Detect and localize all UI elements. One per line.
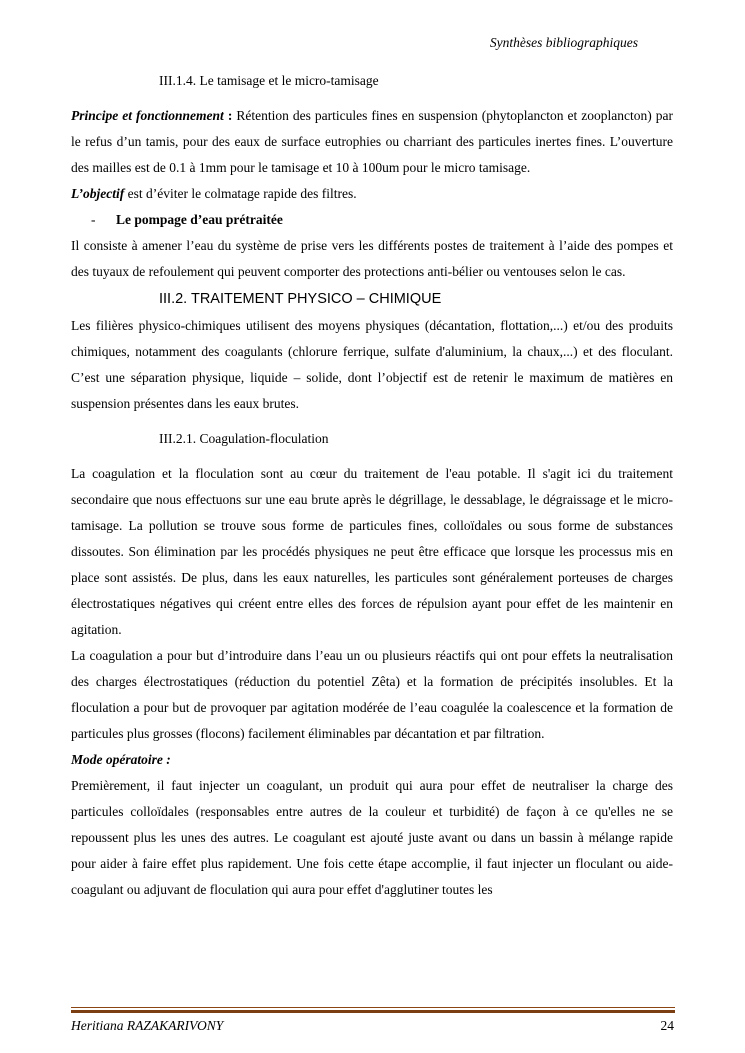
- section-heading-tamisage: III.1.4. Le tamisage et le micro-tamisage: [159, 73, 379, 88]
- footer-rule-thick: [71, 1010, 675, 1013]
- section-heading-coagulation: III.2.1. Coagulation-floculation: [159, 431, 329, 446]
- footer-rule-thin: [71, 1007, 675, 1008]
- paragraph-principe: [71, 103, 673, 181]
- bullet-pompage-text: Le pompage d’eau prétraitée: [116, 212, 283, 227]
- mode-operatoire-label: Mode opératoire :: [71, 752, 171, 767]
- footer-author: Heritiana RAZAKARIVONY: [71, 1018, 224, 1033]
- paragraph-coagulation-but: La coagulation a pour but d’introduire dans l’eau un ou plusieurs réactifs qui ont pour effets la neutralisation des charges électrostatiques (réduction du potentiel Zêta) et la formation de précipités insolubles. Et la floculation a pour but de provoquer par agitation modérée de l’eau coagulée la coalescence et la formation de particules plus grosses (flocons) facilement éliminables par décantation et par filtration.: [71, 648, 673, 741]
- paragraph-objectif: [71, 181, 673, 207]
- paragraph-filieres: Les filières physico-chimiques utilisent des moyens physiques (décantation, flottation,...) et/ou des produits chimiques, notamment des coagulants (chlorure ferrique, sulfate d'aluminium, la chaux,...) et des floculant. C’est une séparation physique, liquide – solide, dont l’objectif est de retenir le maximum de matières en suspension présentes dans les eaux brutes.: [71, 318, 673, 411]
- page-number: 24: [660, 1018, 674, 1033]
- principe-label: Principe et fonctionnement: [71, 108, 224, 123]
- running-header: Synthèses bibliographiques: [489, 35, 638, 50]
- bullet-pompage: [71, 207, 673, 233]
- principe-text: Rétention des particules fines en suspension (phytoplancton et zooplancton) par le refus d’un tamis, pour des eaux de surface eutrophies ou charriant des particules inertes fines. L’ouverture des mailles est de 0.1 à 1mm pour le tamisage et 10 à 100um pour le micro tamisage.: [71, 108, 674, 175]
- paragraph-coagulation-intro: La coagulation et la floculation sont au cœur du traitement de l'eau potable. Il s'agit ici du traitement secondaire que nous effectuons sur une eau brute après le dégrillage, le dessablage, le dégraissage et le micro-tamisage. La pollution se trouve sous forme de particules fines, colloïdales ou sous forme de substances dissoutes. Son élimination par les procédés physiques ne peut être efficace que lorsque les processus mis en place sont assistés. De plus, dans les eaux naturelles, les particules sont généralement porteuses de charges électrostatiques négatives qui créent entre elles des forces de répulsion ayant pour effet de les maintenir en agitation.: [71, 466, 673, 637]
- objectif-label: L’objectif: [71, 186, 125, 201]
- paragraph-mode-operatoire: Premièrement, il faut injecter un coagulant, un produit qui aura pour effet de neutraliser la charge des particules colloïdales (responsables entre autres de la couleur et turbidité) de façon à ce qu'elles ne se repoussent plus les unes des autres. Le coagulant est ajouté juste avant ou dans un bassin à mélange rapide pour aider à faire effet plus rapidement. Une fois cette étape accomplie, il faut injecter un floculant ou aide-coagulant ou adjuvant de floculation qui aura pour effet d'agglutiner toutes les: [71, 778, 673, 897]
- objectif-text: est d’éviter le colmatage rapide des filtres.: [124, 186, 357, 201]
- page-content: [71, 68, 673, 903]
- section-heading-physico-chimique: III.2. TRAITEMENT PHYSICO – CHIMIQUE: [159, 291, 442, 307]
- principe-colon: :: [223, 108, 237, 123]
- bullet-dash: -: [91, 212, 96, 227]
- paragraph-pompage: Il consiste à amener l’eau du système de prise vers les différents postes de traitement à l’aide des pompes et des tuyaux de refoulement qui peuvent comporter des protections anti-bélier ou ventouses selon le cas.: [71, 238, 673, 279]
